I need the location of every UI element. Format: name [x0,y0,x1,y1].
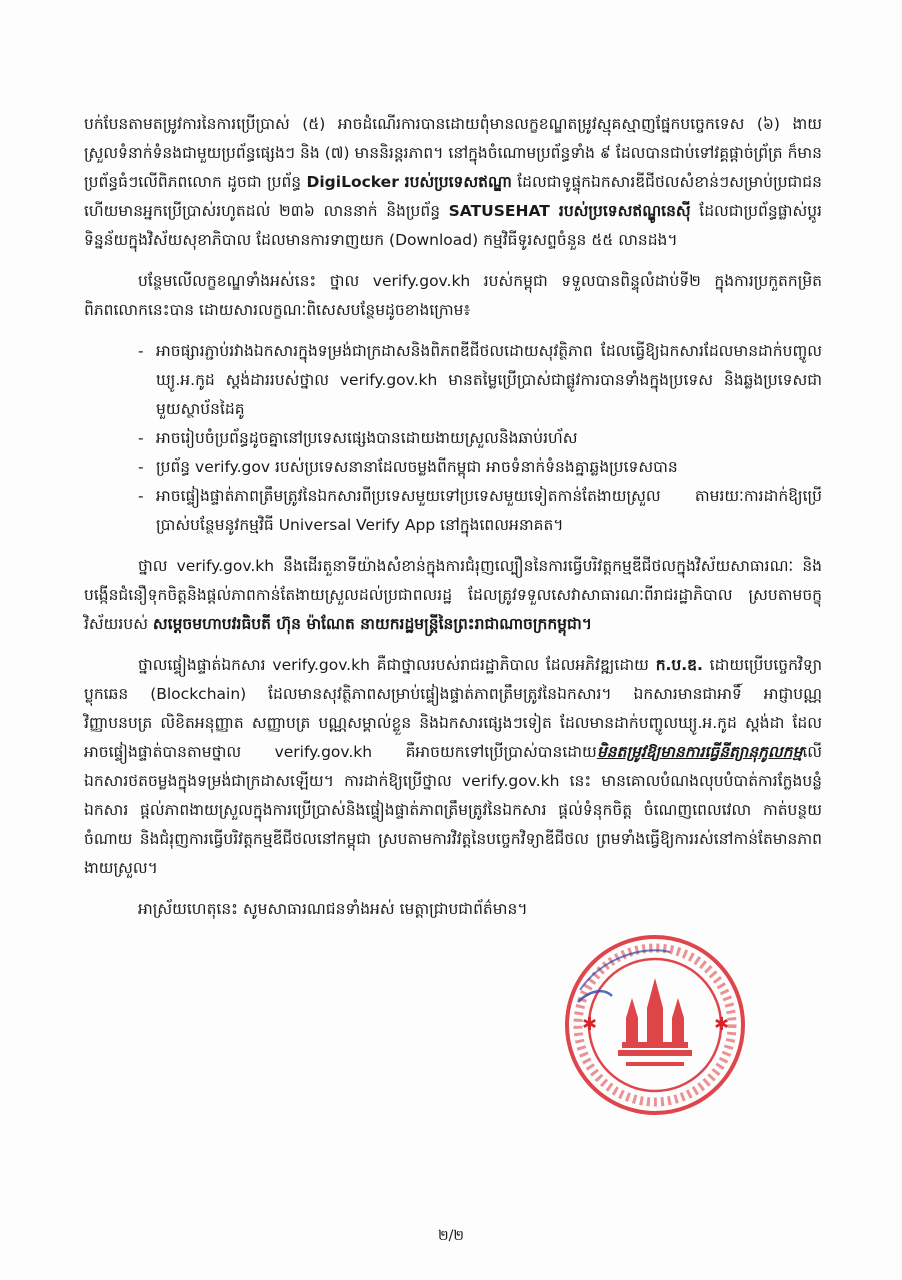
no-notarization-emphasis: មិនតម្រូវឱ្យមានការធ្វើនីត្យានុកូលកម្ម [596,743,803,761]
official-seal-icon [560,930,750,1120]
list-item [84,453,822,482]
closing-line: អាស្រ័យហេតុនេះ សូមសាធារណជនទាំងអស់ មេត្តាជ្រាបជាព័ត៌មាន។ [138,900,528,918]
bullet-dash: - [138,429,144,447]
paragraph-3-text: ថ្នាល verify.gov.kh នឹងដើរតួនាទីយ៉ាងសំខាន់ក្នុងការជំរុញល្បឿននៃការធ្វើបរិវត្តកម្មឌីជីថលក្នុងវិស័យសាធារណៈ និងបង្កើនជំនឿទុកចិត្តនិងផ្តល់ភាពកាន់តែងាយស្រួលដល់ប្រជាពលរដ្ឋ ដែលត្រូវទទួលសេវាសាធារណៈពីរាជរដ្ឋាភិបាល ស្របតាមចក្ខុវិស័យរបស់ [84,557,822,633]
feature-list [84,337,822,540]
paragraph-1-mid: ដែលជាទូផ្ទុកឯកសារឌីជីថលសំខាន់ៗសម្រាប់ប្រជាជន ហើយមានអ្នកប្រើប្រាស់រហូតដល់ ២៣៦ លាននាក់ និងប្រព័ន្ធ [84,173,822,220]
paragraph-2: បន្ថែមលើលក្ខខណ្ឌទាំងអស់នេះ ថ្នាល verify.gov.kh របស់កម្ពុជា ទទួលបានពិន្ទុលំដាប់ទី២ ក្នុងការប្រកួតកម្រិតពិភពលោកនេះបាន ដោយសារលក្ខណៈពិសេសបន្ថែមដូចខាងក្រោម៖ [84,272,822,319]
paragraph-1-end: ដែលជាប្រព័ន្ធផ្លាស់ប្តូរទិន្នន័យក្នុងវិស័យសុខាភិបាល ដែលមានការទាញយក (Download) កម្មវិធីទូរសព្ទចំនួន ៥៥ លានដង។ [84,202,822,249]
bullet-dash: - [138,342,144,360]
paragraph-4 [84,651,822,883]
bullet-dash: - [138,487,144,505]
list-item [84,337,822,424]
svg-text:✱: ✱ [714,1014,730,1035]
page-number: ២/២ [438,1228,464,1244]
satusehat-bold: SATUSEHAT របស់ប្រទេសឥណ្ឌូនេស៊ី [448,202,691,220]
agency-abbrev-bold: ក.ប.ឌ. [655,656,703,674]
list-item [84,424,822,453]
list-item-text: ប្រព័ន្ធ verify.gov របស់ប្រទេសនានាដែលចម្លងពីកម្ពុជា អាចទំនាក់ទំនងគ្នាឆ្លងប្រទេសបាន [156,458,678,476]
list-item-text: អាចផ្ទៀងផ្ទាត់ភាពត្រឹមត្រូវនៃឯកសារពីប្រទេសមួយទៅប្រទេសមួយទៀតកាន់តែងាយស្រួល តាមរយៈការដាក់ឱ្យប្រើប្រាស់បន្ថែមនូវកម្មវិធី Universal Verify App នៅក្នុងពេលអនាគត។ [156,487,822,534]
paragraph-1 [84,110,822,255]
paragraph-3 [84,552,822,639]
paragraph-4-end: លើឯកសារថតចម្លងក្នុងទម្រង់ជាក្រដាសឡើយ។ ការដាក់ឱ្យប្រើថ្នាល verify.gov.kh នេះ មានគោលបំណងលុបបំបាត់ការក្លែងបន្លំឯកសារ ផ្តល់ភាពងាយស្រួលក្នុងការប្រើប្រាស់និងផ្ទៀងផ្ទាត់ភាពត្រឹមត្រូវនៃឯកសារ ផ្តល់ទំនុកចិត្ត ចំណេញពេលវេលា កាត់បន្ថយចំណាយ និងជំរុញការធ្វើបរិវត្តកម្មឌីជីថលនៅកម្ពុជា ស្របតាមការវិវត្តនៃបច្ចេកវិទ្យាឌីជីថល ព្រមទាំងធ្វើឱ្យការរស់នៅកាន់តែមានភាពងាយស្រួល។ [84,743,822,877]
bullet-dash: - [138,458,144,476]
document-body [84,110,822,924]
prime-minister-bold: សម្តេចមហាបវរធិបតី ហ៊ុន ម៉ាណែត នាយករដ្ឋមន្ត្រីនៃព្រះរាជាណាចក្រកម្ពុជា។ [152,615,592,633]
list-item-text: អាចរៀបចំប្រព័ន្ធដូចគ្នានៅប្រទេសផ្សេងបានដោយងាយស្រួលនិងឆាប់រហ័ស [156,429,578,447]
list-item-text: អាចផ្សារភ្ជាប់រវាងឯកសារក្នុងទម្រង់ជាក្រដាសនិងពិភពឌីជីថលដោយសុវត្ថិភាព ដែលធ្វើឱ្យឯកសារដែលមានដាក់បញ្ចូល ឃ្យូ.អ.កូដ ស្តង់ដាររបស់ថ្នាល verify.gov.kh មានតម្លៃប្រើប្រាស់ជាផ្លូវការបានទាំងក្នុងប្រទេស និងឆ្លងប្រទេសជាមួយស្ថាប័នដៃគូ [156,342,822,418]
svg-text:✱: ✱ [582,1014,598,1035]
list-item [84,482,822,540]
digilocker-bold: DigiLocker របស់ប្រទេសឥណ្ឌា [306,173,512,191]
paragraph-4-start: ថ្នាលផ្ទៀងផ្ទាត់ឯកសារ verify.gov.kh គឺជាថ្នាលរបស់រាជរដ្ឋាភិបាល ដែលអភិវឌ្ឍដោយ [138,656,656,674]
paragraph-4-mid: ដោយប្រើបច្ចេកវិទ្យាប្លុកឆេន (Blockchain) ដែលមានសុវត្ថិភាពសម្រាប់ផ្ទៀងផ្ទាត់ភាពត្រឹមត្រូវនៃឯកសារ។ ឯកសារមានជាអាទិ៍ អាជ្ញាបណ្ណ វិញ្ញាបនបត្រ លិខិតអនុញ្ញាត សញ្ញាបត្រ បណ្ណសម្គាល់ខ្លួន និងឯកសារផ្សេងៗទៀត ដែលមានដាក់បញ្ចូលឃ្យូ.អ.កូដ ស្តង់ដា ដែលអាចផ្ទៀងផ្ទាត់បានតាមថ្នាល verify.gov.kh គឺអាចយកទៅប្រើប្រាស់បានដោយ [84,656,823,761]
paragraph-1-text: បក់បែនតាមតម្រូវការនៃការប្រើប្រាស់ (៥) អាចដំណើរការបានដោយពុំមានលក្ខខណ្ឌតម្រូវស្មុគស្មាញផ្នែកបច្ចេកទេស (៦) ងាយស្រួលទំនាក់ទំនងជាមួយប្រព័ន្ធផ្សេងៗ និង (៧) មាននិរន្តរភាព។ នៅក្នុងចំណោមប្រព័ន្ធទាំង ៩ ដែលបានជាប់ទៅវគ្គផ្តាច់ព្រ័ត្រ ក៏មានប្រព័ន្ធធំៗលើពិភពលោក ដូចជា ប្រព័ន្ធ [84,115,822,191]
